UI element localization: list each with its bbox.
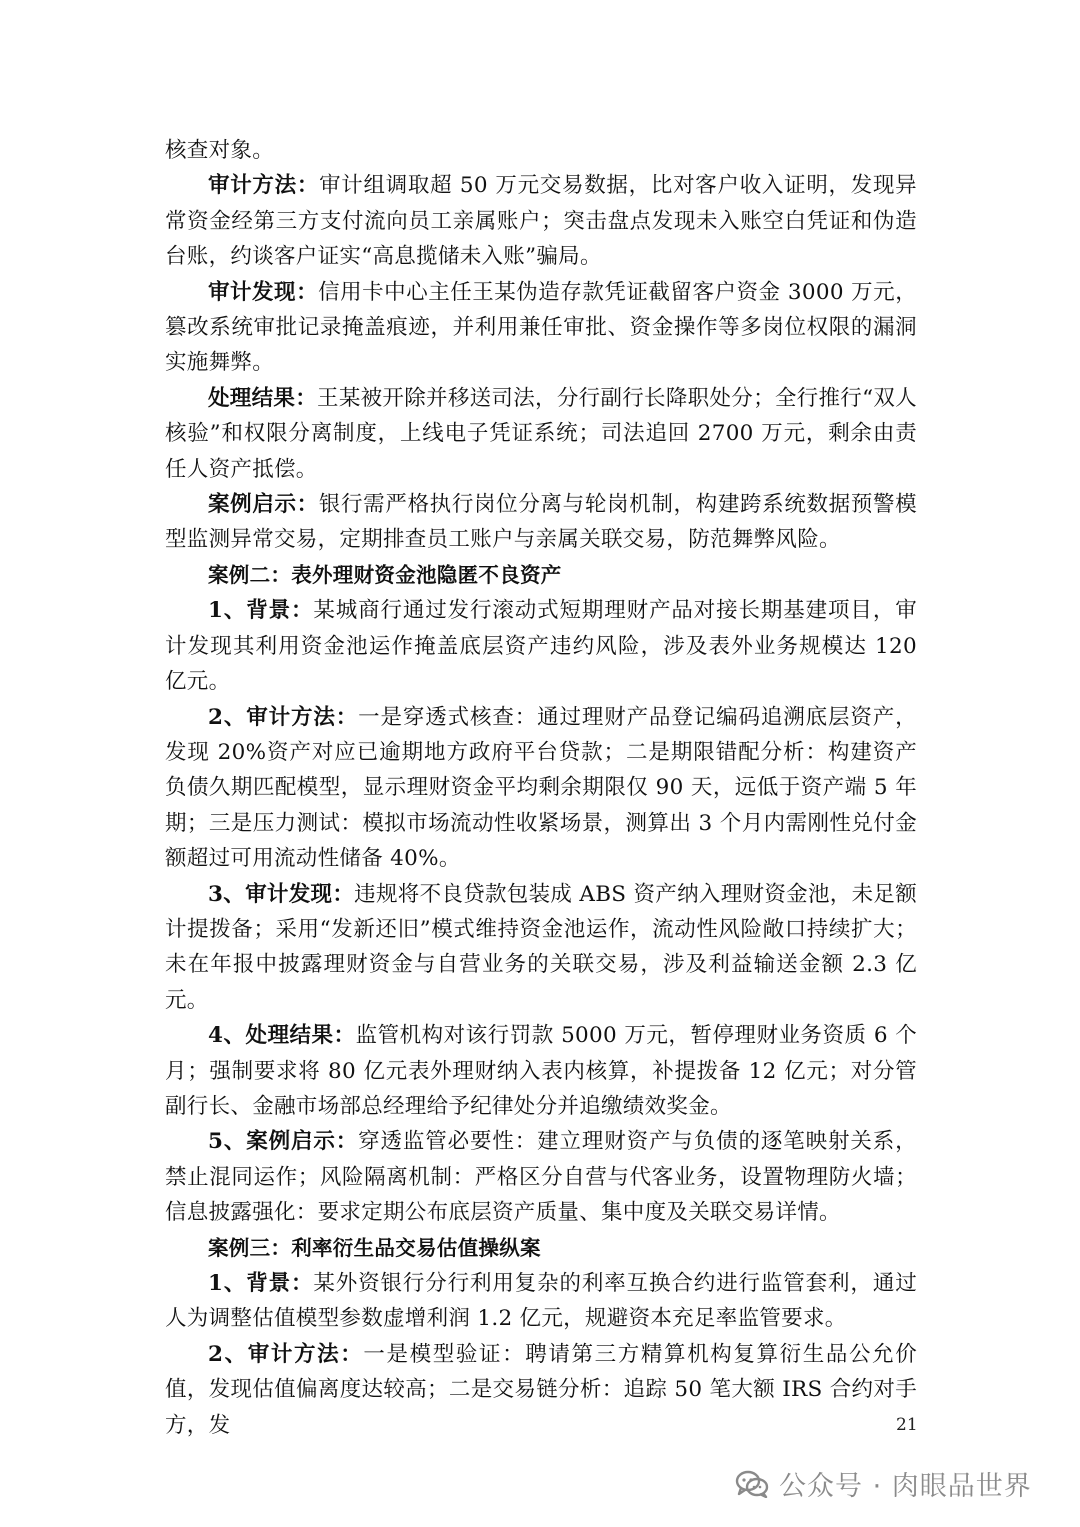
paragraph-13-text: 某外资银行分行利用复杂的利率互换合约进行监管套利，通过人为调整估值模型参数虚增利润 1.2 亿元，规避资本充足率监管要求。 [165, 1271, 917, 1332]
case-three-title: 案例三：利率衍生品交易估值操纵案 [208, 1235, 541, 1260]
paragraph-4 [165, 381, 917, 487]
paragraph-4-label: 处理结果： [208, 385, 318, 411]
paragraph-10-label: 4、处理结果： [208, 1023, 356, 1049]
case-two-heading [165, 558, 917, 593]
wechat-icon [735, 1470, 769, 1498]
paragraph-2-text: 审计组调取超 50 万元交易数据，比对客户收入证明，发现异常资金经第三方支付流向员工亲属账户；突击盘点发现未入账空白凭证和伪造台账，约谈客户证实“高息揽储未入账”骗局。 [165, 173, 917, 270]
paragraph-11 [165, 1124, 917, 1230]
paragraph-2-label: 审计方法： [208, 173, 320, 199]
paragraph-10-text: 监管机构对该行罚款 5000 万元，暂停理财业务资质 6 个月；强制要求将 80 亿元表外理财纳入表内核算，补提拨备 12 亿元；对分管副行长、金融市场部总经理给予纪律处分并追缴绩效奖金。 [165, 1023, 918, 1119]
case-two-title: 案例二：表外理财资金池隐匿不良资产 [208, 562, 562, 587]
paragraph-9-label: 3、审计发现： [208, 881, 355, 907]
paragraph-9 [165, 877, 917, 1019]
case-three-heading [165, 1231, 917, 1266]
paragraph-8-text: 一是穿透式核查：通过理财产品登记编码追溯底层资产，发现 20%资产对应已逾期地方政府平台贷款；二是期限错配分析：构建资产负债久期匹配模型，显示理财资金平均剩余期限仅 90 天，远低于资产端 5 年期；三是压力测试：模拟市场流动性收紧场景，测算出 3 个月内需刚性兑付金额超过可用流动性储备 40%。 [165, 704, 917, 872]
paragraph-5-label: 案例启示： [208, 492, 319, 518]
paragraph-3-text: 信用卡中心主任王某伪造存款凭证截留客户资金 3000 万元，篡改系统审批记录掩盖痕迹，并利用兼任审批、资金操作等多岗位权限的漏洞实施舞弊。 [165, 279, 917, 376]
paragraph-11-label: 5、案例启示： [208, 1129, 359, 1155]
page-number: 21 [896, 1415, 918, 1435]
paragraph-5-text: 银行需严格执行岗位分离与轮岗机制，构建跨系统数据预警模型监测异常交易，定期排查员工账户与亲属关联交易，防范舞弊风险。 [165, 492, 917, 553]
paragraph-7 [165, 593, 917, 699]
paragraph-14 [165, 1337, 917, 1443]
wechat-watermark [735, 1464, 1032, 1503]
paragraph-5 [165, 487, 917, 558]
paragraph-13 [165, 1266, 917, 1337]
document-body [165, 133, 917, 1443]
paragraph-13-label: 1、背景： [208, 1271, 314, 1296]
paragraph-7-label: 1、背景： [208, 598, 314, 624]
paragraph-2 [165, 168, 917, 274]
paragraph-8-label: 2、审计方法： [208, 704, 359, 730]
paragraph-14-text: 一是模型验证：聘请第三方精算机构复算衍生品公允价值，发现估值偏离度达较高；二是交易链分析：追踪 50 笔大额 IRS 合约对手方，发 [165, 1341, 918, 1438]
paragraph-8 [165, 700, 917, 877]
paragraph-9-text: 违规将不良贷款包装成 ABS 资产纳入理财资金池，未足额计提拨备；采用“发新还旧”模式维持资金池运作，流动性风险敞口持续扩大；未在年报中披露理财资金与自营业务的关联交易，涉及利益输送金额 2.3 亿元。 [165, 881, 917, 1013]
paragraph-1-text: 核查对象。 [165, 138, 275, 163]
paragraph-3-label: 审计发现： [208, 279, 319, 305]
paragraph-3 [165, 275, 917, 381]
watermark-text: 公众号 · 肉眼品世界 [779, 1471, 1032, 1502]
paragraph-4-text: 王某被开除并移送司法，分行副行长降职处分；全行推行“双人核验”和权限分离制度，上线电子凭证系统；司法追回 2700 万元，剩余由责任人资产抵偿。 [165, 385, 917, 482]
paragraph-11-text: 穿透监管必要性：建立理财资产与负债的逐笔映射关系，禁止混同运作；风险隔离机制：严格区分自营与代客业务，设置物理防火墙；信息披露强化：要求定期公布底层资产质量、集中度及关联交易详情。 [165, 1129, 917, 1226]
paragraph-10 [165, 1018, 917, 1124]
paragraph-7-text: 某城商行通过发行滚动式短期理财产品对接长期基建项目，审计发现其利用资金池运作掩盖底层资产违约风险，涉及表外业务规模达 120 亿元。 [165, 598, 917, 695]
paragraph-1 [165, 133, 917, 168]
paragraph-14-label: 2、审计方法： [208, 1341, 364, 1367]
